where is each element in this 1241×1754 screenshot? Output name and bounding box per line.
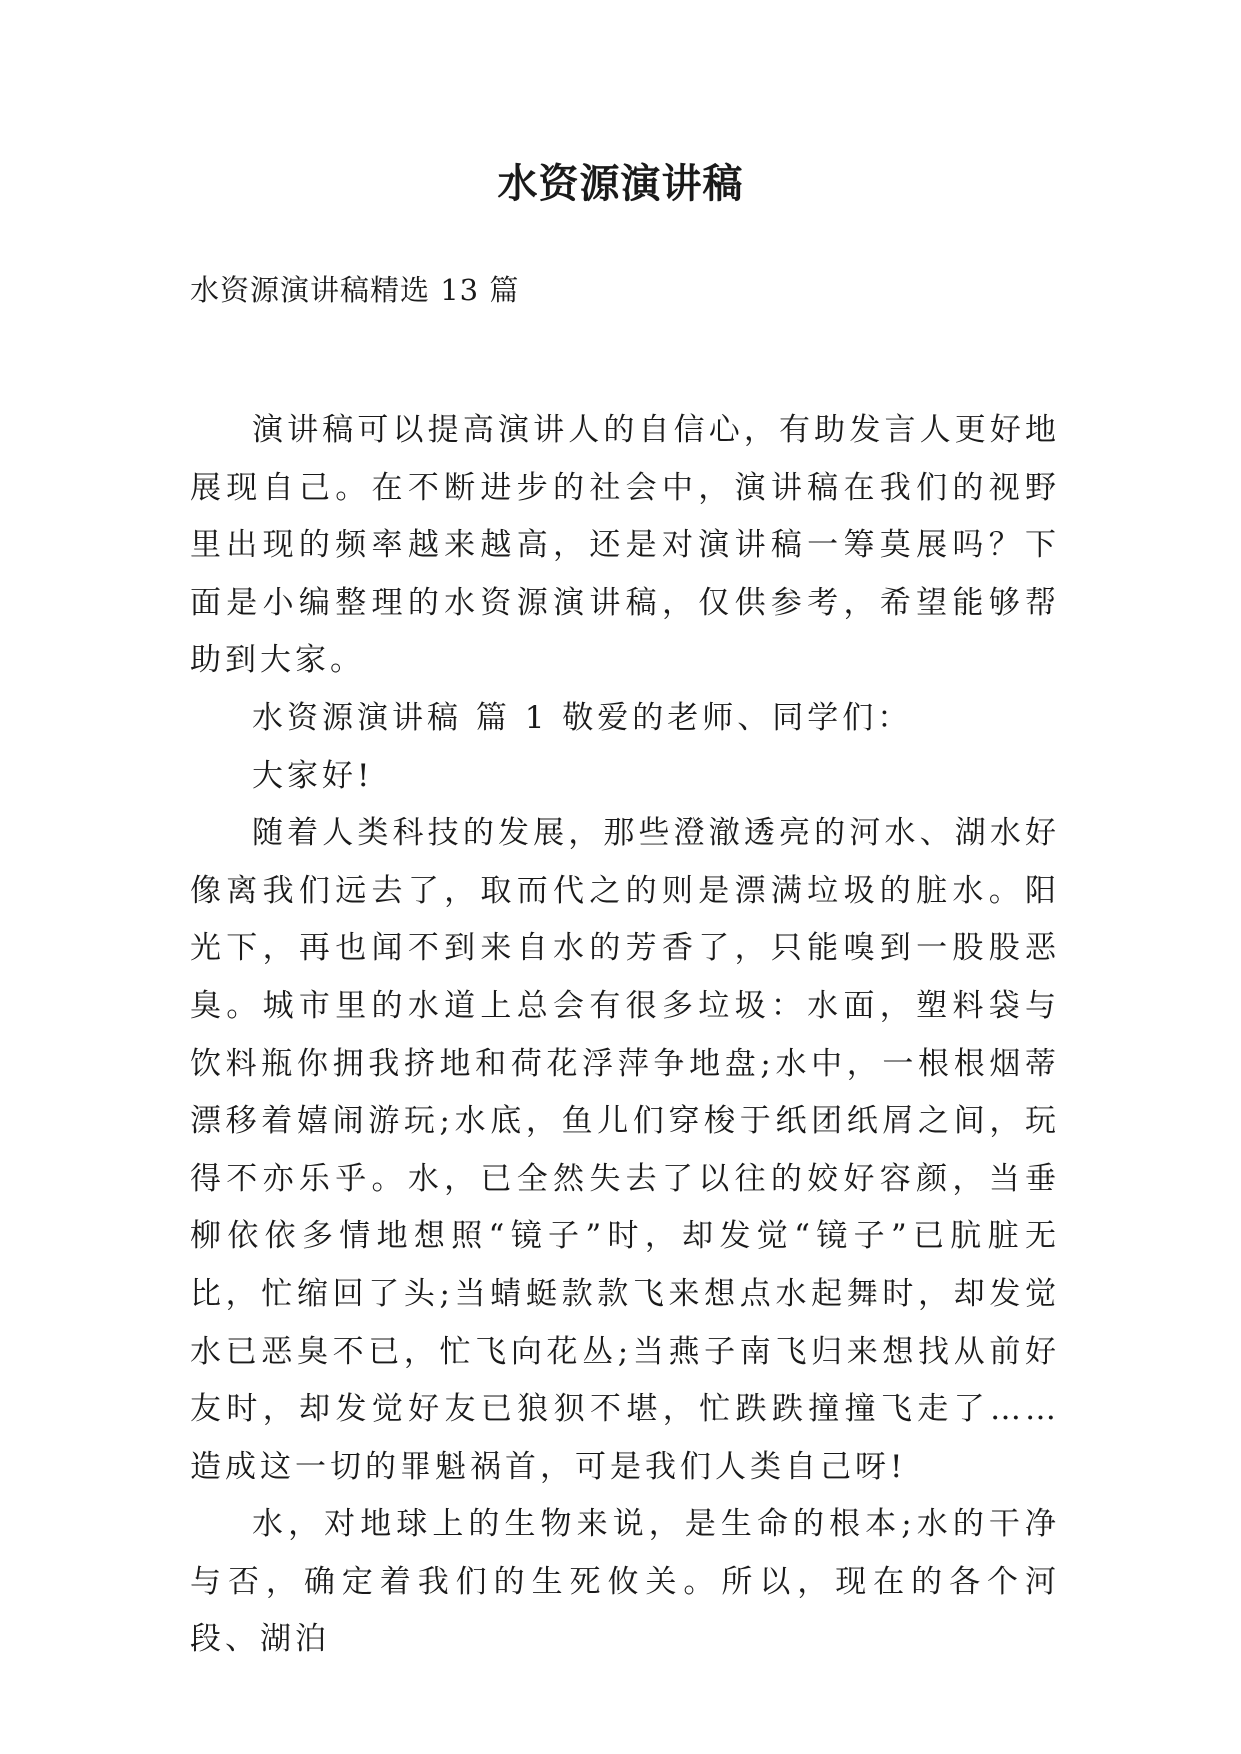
body-paragraph-greeting: 大家好! <box>252 757 374 794</box>
document-body <box>190 402 1060 1669</box>
body-paragraph-speech-heading: 水资源演讲稿 篇 1 敬爱的老师、同学们： <box>252 699 913 736</box>
document-subtitle: 水资源演讲稿精选 13 篇 <box>190 273 520 307</box>
body-paragraph: 水，对地球上的生物来说，是生命的根本;水的干净与否，确定着我们的生死攸关。所以，现在的各个河段、湖泊 <box>190 1506 1060 1658</box>
body-paragraph-intro: 演讲稿可以提高演讲人的自信心，有助发言人更好地展现自己。在不断进步的社会中，演讲稿在我们的视野里出现的频率越来越高，还是对演讲稿一筹莫展吗？下面是小编整理的水资源演讲稿，仅供参考，希望能够帮助到大家。 <box>190 412 1060 679</box>
document-title: 水资源演讲稿 <box>497 160 744 207</box>
body-paragraph: 随着人类科技的发展，那些澄澈透亮的河水、湖水好像离我们远去了，取而代之的则是漂满垃圾的脏水。阳光下，再也闻不到来自水的芳香了，只能嗅到一股股恶臭。城市里的水道上总会有很多垃圾：水面，塑料袋与饮料瓶你拥我挤地和荷花浮萍争地盘;水中，一根根烟蒂漂移着嬉闹游玩;水底，鱼儿们穿梭于纸团纸屑之间，玩得不亦乐乎。水，已全然失去了以往的姣好容颜，当垂柳依依多情地想照“镜子”时，却发觉“镜子”已肮脏无比，忙缩回了头;当蜻蜓款款飞来想点水起舞时，却发觉水已恶臭不已，忙飞向花丛;当燕子南飞归来想找从前好友时，却发觉好友已狼狈不堪，忙跌跌撞撞飞走了……造成这一切的罪魁祸首，可是我们人类自己呀! <box>190 815 1060 1485</box>
